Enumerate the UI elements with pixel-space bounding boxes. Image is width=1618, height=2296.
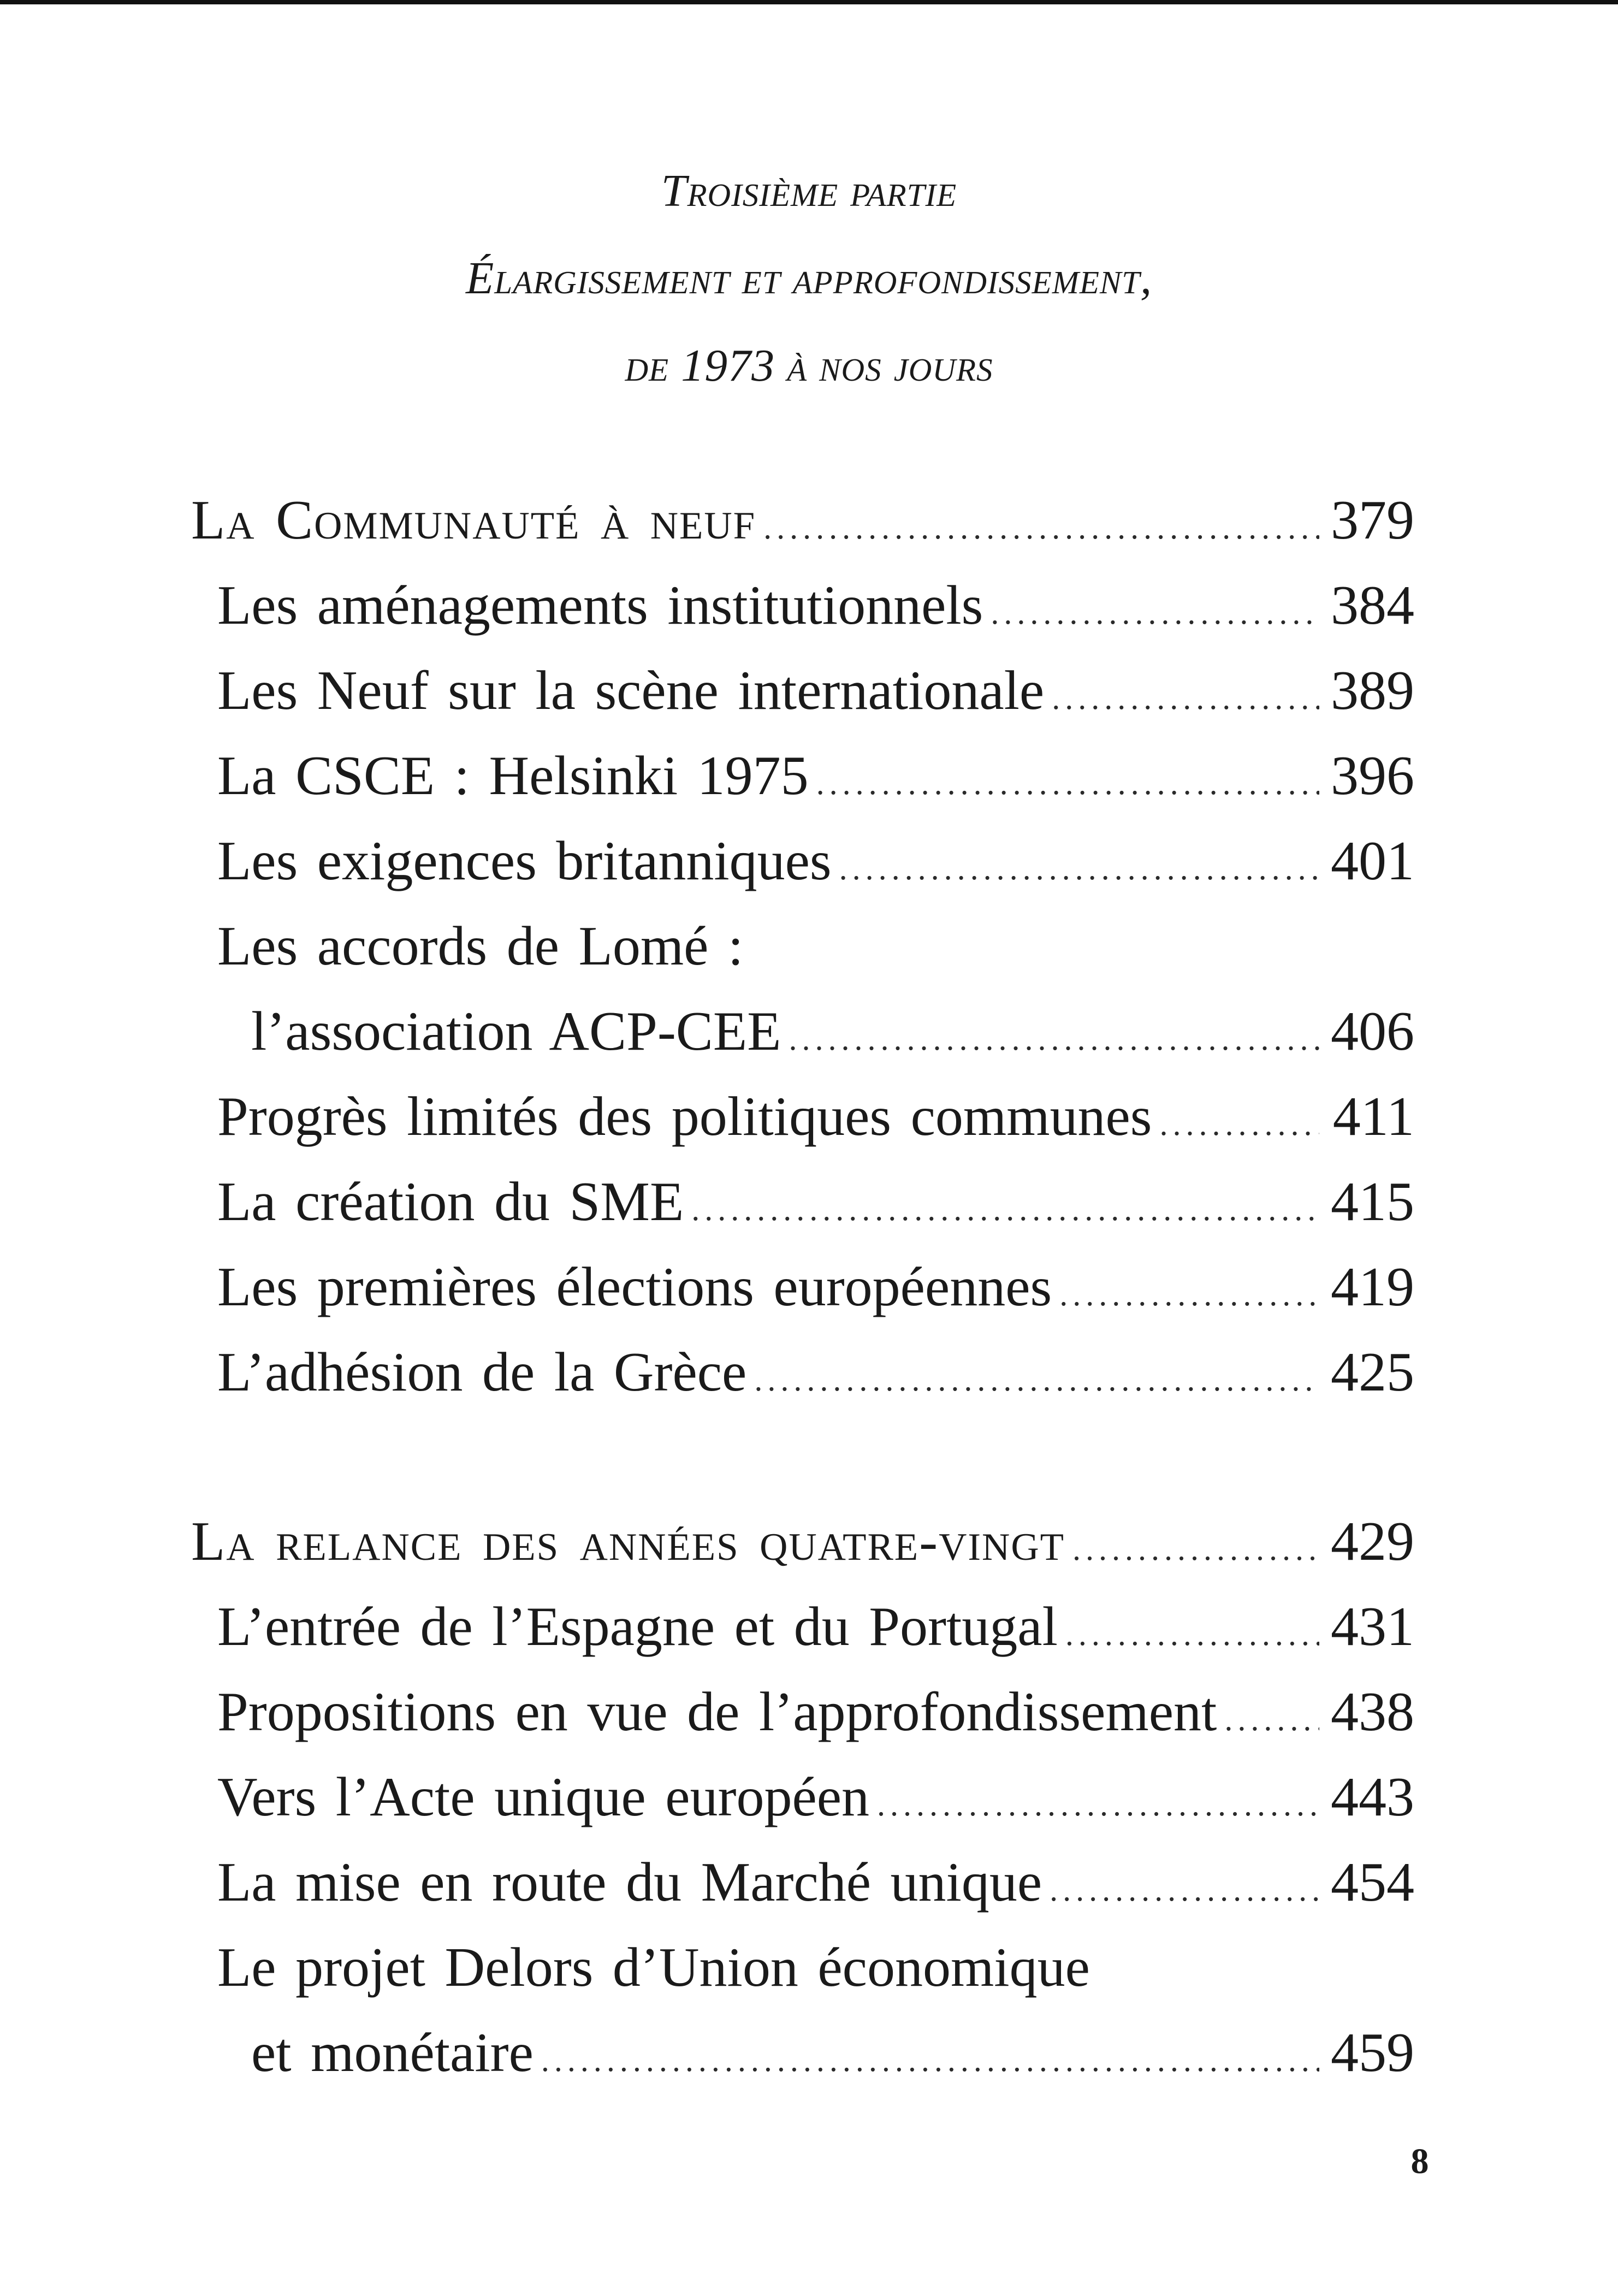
entry-title: La mise en route du Marché unique [217,1851,1042,1913]
part-label: Troisième partie [661,165,957,216]
toc-entry[interactable] [191,819,1414,904]
top-rule [0,0,1618,4]
dot-leader [1059,1252,1319,1337]
part-period: de 1973 à nos jours [625,340,993,391]
entry-page: 438 [1331,1681,1414,1743]
toc-entry[interactable] [191,563,1414,648]
dot-leader [1072,1506,1319,1591]
entry-title: Les aménagements institutionnels [217,575,983,636]
entry-page: 425 [1331,1341,1414,1403]
part-header [0,147,1618,410]
entry-title: Les accords de Lomé : [217,915,744,977]
dot-leader [1224,1677,1319,1762]
dot-leader [1052,655,1319,741]
toc-entry[interactable] [191,1245,1414,1330]
toc-entry[interactable] [191,733,1414,819]
entry-title-continued: l’association ACP-CEE [251,1001,781,1062]
entry-page: 431 [1331,1596,1414,1658]
toc-entry-continuation[interactable] [191,2010,1414,2096]
toc-entry[interactable] [191,904,1414,989]
dot-leader [877,1762,1319,1847]
toc-section-heading[interactable] [191,478,1414,563]
entry-title: Propositions en vue de l’approfondissement [217,1681,1217,1743]
entry-title: Les Neuf sur la scène internationale [217,660,1045,721]
entry-page: 411 [1332,1086,1414,1147]
dot-leader [1065,1591,1319,1677]
toc-entry[interactable] [191,1074,1414,1159]
page-number: 8 [1410,2141,1429,2181]
toc-entry[interactable] [191,1584,1414,1670]
toc-entry-continuation[interactable] [191,989,1414,1074]
entry-title: Les exigences britanniques [217,830,832,892]
toc-section-1 [191,478,1414,1415]
dot-leader [691,1167,1319,1252]
entry-title: La CSCE : Helsinki 1975 [217,745,809,807]
entry-title: Le projet Delors d’Union économique [217,1937,1090,1998]
toc-entry[interactable] [191,1925,1414,2010]
toc-section-2 [191,1499,1414,2096]
entry-title: Les premières élections européennes [217,1256,1052,1318]
part-title: Élargissement et approfondissement, [465,253,1153,304]
dot-leader [816,741,1319,826]
dot-leader [541,2017,1319,2103]
toc-entry[interactable] [191,648,1414,733]
entry-page: 459 [1331,2022,1414,2084]
entry-title: L’entrée de l’Espagne et du Portugal [217,1596,1058,1658]
toc-entry[interactable] [191,1330,1414,1415]
toc-entry[interactable] [191,1755,1414,1840]
section-title: La relance des années quatre-vingt [191,1511,1065,1572]
toc-entry[interactable] [191,1159,1414,1245]
entry-title: La création du SME [217,1171,684,1233]
entry-title: Progrès limités des politiques communes [217,1086,1152,1147]
dot-leader [789,996,1319,1081]
section-page: 429 [1331,1511,1414,1572]
toc-entry[interactable] [191,1840,1414,1925]
entry-page: 443 [1331,1766,1414,1828]
entry-page: 401 [1331,830,1414,892]
section-page: 379 [1331,489,1414,551]
entry-page: 389 [1331,660,1414,721]
dot-leader [754,1337,1319,1422]
entry-title-continued: et monétaire [251,2022,534,2084]
entry-title: Vers l’Acte unique européen [217,1766,870,1828]
entry-page: 396 [1331,745,1414,807]
entry-page: 406 [1331,1001,1414,1062]
entry-page: 419 [1331,1256,1414,1318]
dot-leader [763,485,1319,570]
entry-page: 454 [1331,1851,1414,1913]
dot-leader [839,826,1319,911]
toc-section-heading[interactable] [191,1499,1414,1584]
entry-page: 384 [1331,575,1414,636]
dot-leader [1050,1847,1319,1932]
toc-entry[interactable] [191,1670,1414,1755]
dot-leader [1160,1081,1320,1167]
entry-page: 415 [1331,1171,1414,1233]
dot-leader [991,570,1319,655]
section-title: La Communauté à neuf [191,489,756,551]
entry-title: L’adhésion de la Grèce [217,1341,747,1403]
